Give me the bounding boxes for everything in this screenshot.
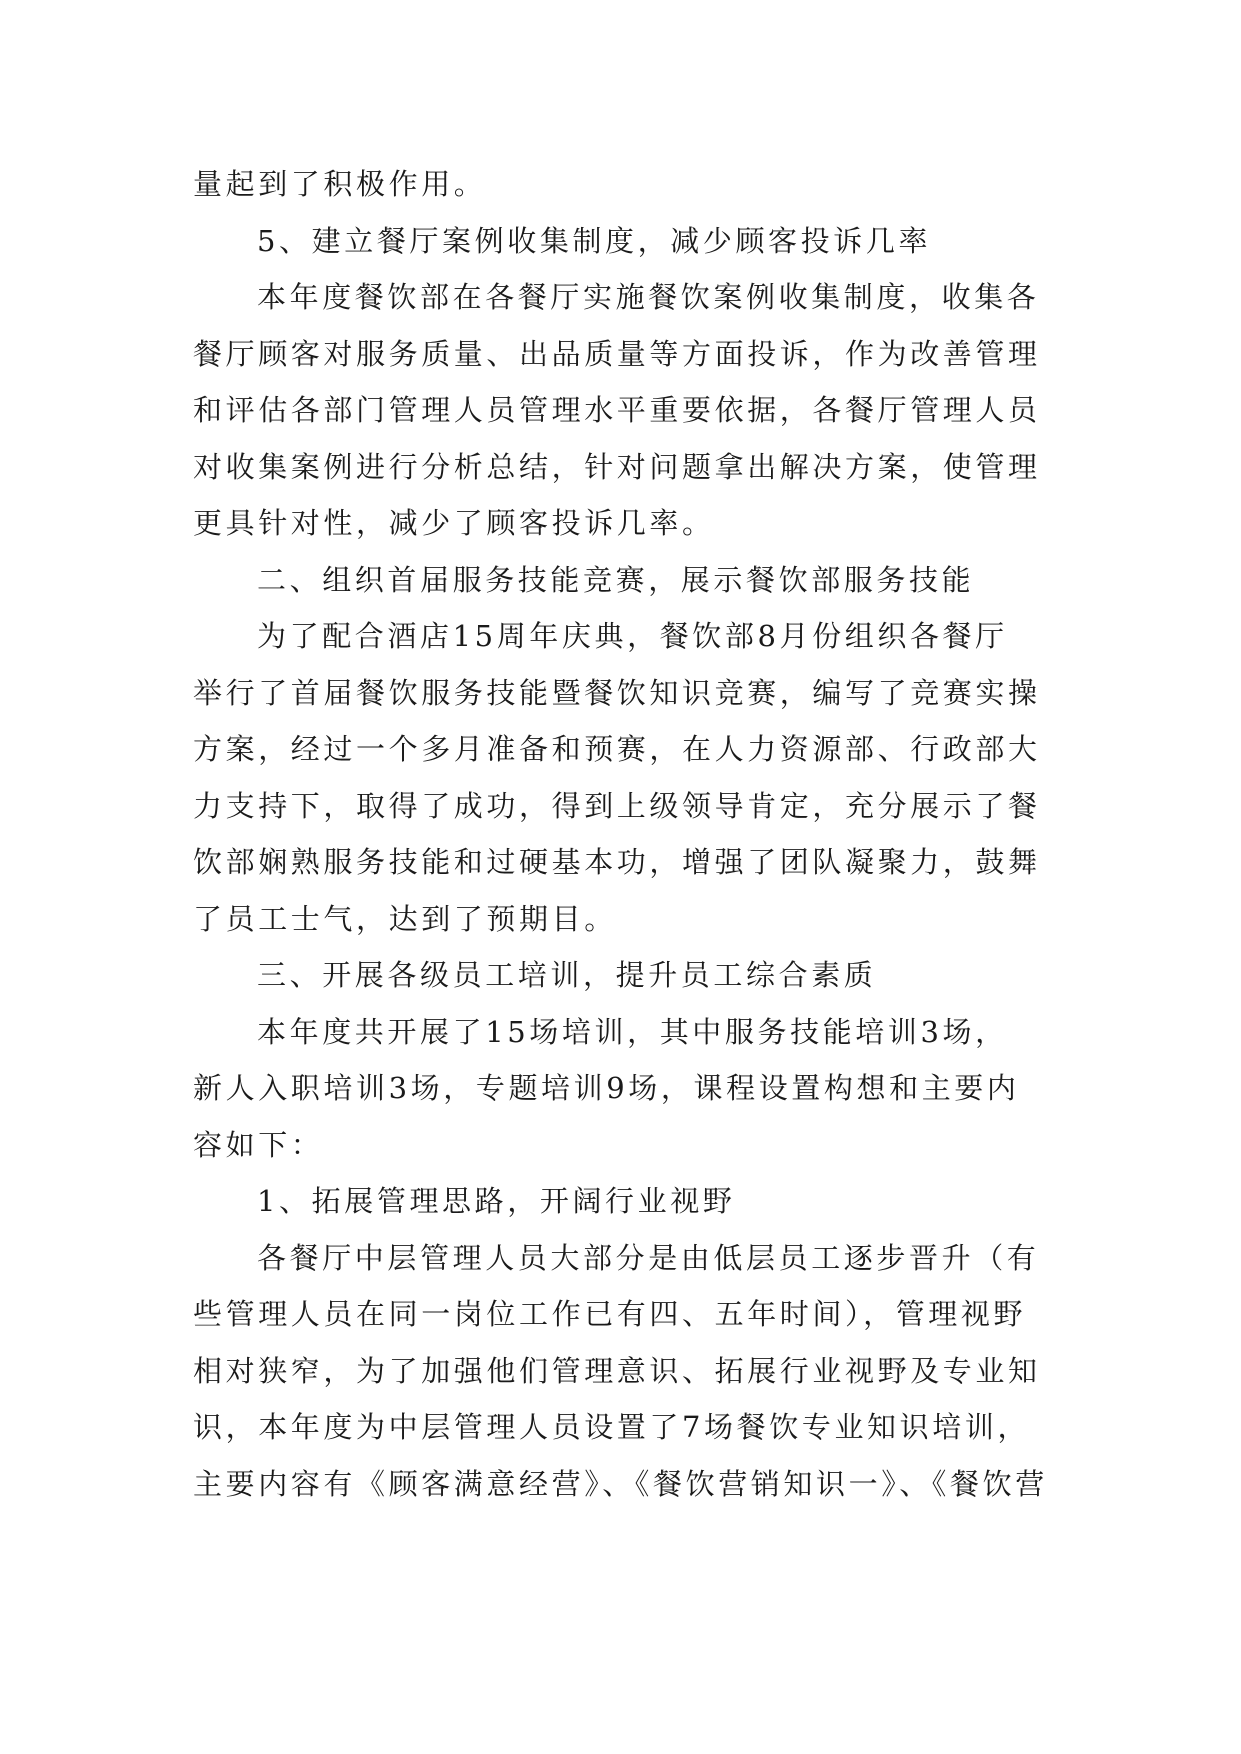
- text-line: 量起到了积极作用。: [193, 167, 487, 201]
- text-line: 了员工士气，达到了预期目。: [193, 901, 617, 936]
- paragraph-first-line: 本年度餐饮部在各餐厅实施餐饮案例收集制度，收集各: [257, 280, 1040, 314]
- text-line: 主要内容有《顾客满意经营》、《餐饮营销知识一》、《餐饮营: [193, 1466, 1048, 1501]
- text-line: 些管理人员在同一岗位工作已有四、五年时间），管理视野: [193, 1297, 1027, 1331]
- section-heading: 二、组织首届服务技能竞赛，展示餐饮部服务技能: [257, 562, 975, 597]
- text-line: 举行了首届餐饮服务技能暨餐饮知识竞赛，编写了竞赛实操: [193, 675, 1041, 710]
- section-heading: 1、拓展管理思路，开阔行业视野: [257, 1184, 736, 1218]
- text-line: 对收集案例进行分析总结，针对问题拿出解决方案，使管理: [193, 449, 1041, 484]
- text-line: 更具针对性，减少了顾客投诉几率。: [193, 506, 715, 540]
- text-line: 和评估各部门管理人员管理水平重要依据，各餐厅管理人员: [193, 393, 1041, 427]
- text-line: 新人入职培训3场，专题培训9场，课程设置构想和主要内: [193, 1071, 1020, 1105]
- text-line: 容如下：: [193, 1127, 324, 1162]
- section-heading: 5、建立餐厅案例收集制度，减少顾客投诉几率: [257, 223, 932, 258]
- text-line: 餐厅顾客对服务质量、出品质量等方面投诉，作为改善管理: [193, 336, 1041, 371]
- text-line: 方案，经过一个多月准备和预赛，在人力资源部、行政部大: [193, 732, 1041, 766]
- text-line: 识，本年度为中层管理人员设置了7场餐饮专业知识培训，: [193, 1410, 1031, 1444]
- section-heading: 三、开展各级员工培训，提升员工综合素质: [257, 958, 877, 992]
- paragraph-first-line: 各餐厅中层管理人员大部分是由低层员工逐步晋升（有: [257, 1240, 1040, 1275]
- text-line: 相对狭窄，为了加强他们管理意识、拓展行业视野及专业知: [193, 1353, 1041, 1388]
- paragraph-first-line: 本年度共开展了15场培训，其中服务技能培训3场，: [257, 1014, 1008, 1049]
- document-body: [193, 156, 1053, 1512]
- text-line: 力支持下，取得了成功，得到上级领导肯定，充分展示了餐: [193, 788, 1041, 823]
- paragraph-first-line: 为了配合酒店15周年庆典，餐饮部8月份组织各餐厅: [257, 619, 1008, 653]
- text-line: 饮部娴熟服务技能和过硬基本功，增强了团队凝聚力，鼓舞: [193, 845, 1041, 879]
